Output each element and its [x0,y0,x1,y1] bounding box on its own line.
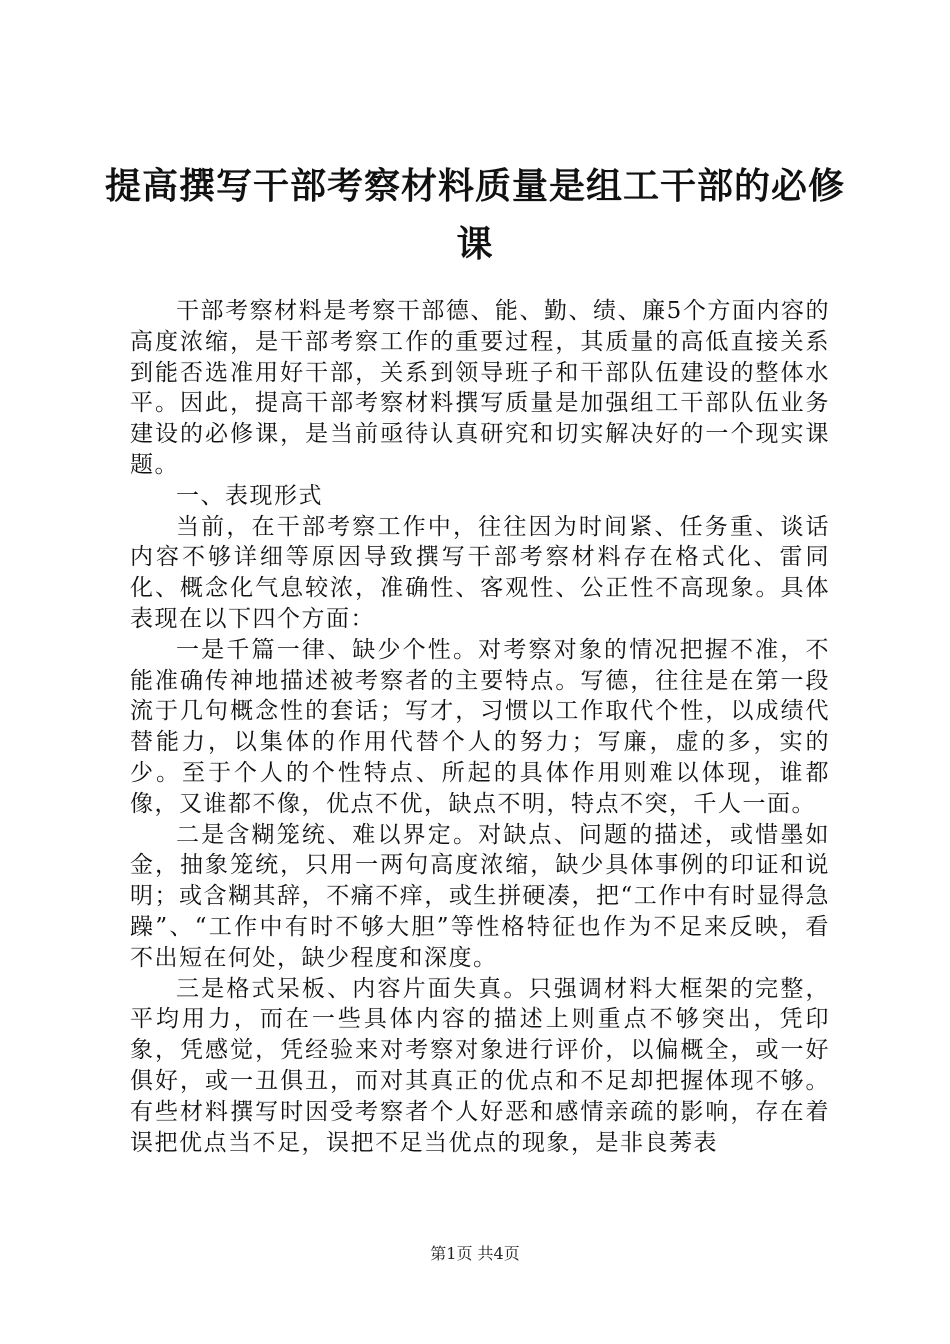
paragraph-point-two: 二是含糊笼统、难以界定。对缺点、问题的描述，或惜墨如金，抽象笼统，只用一两句高度浓缩，缺少具体事例的印证和说明；或含糊其辞，不痛不痒，或生拼硬凑，把“工作中有时显得急躁”、“工作中有时不够大胆”等性格特征也作为不足来反映，看不出短在何处，缺少程度和深度。 [130,821,830,971]
document-body [130,296,830,1158]
paragraph-point-one: 一是千篇一律、缺少个性。对考察对象的情况把握不准，不能准确传神地描述被考察者的主要特点。写德，往往是在第一段流于几句概念性的套话；写才，习惯以工作取代个性，以成绩代替能力，以集体的作用代替个人的努力；写廉，虚的多，实的少。至于个人的个性特点、所起的具体作用则难以体现，谁都像，又谁都不像，优点不优，缺点不明，特点不突，千人一面。 [130,636,830,817]
document-title: 提高撰写干部考察材料质量是组工干部的必修课 [104,166,845,265]
page-footer: 第1页 共4页 [430,1244,520,1263]
paragraph-overview: 当前，在干部考察工作中，往往因为时间紧、任务重、谈话内容不够详细等原因导致撰写干部考察材料存在格式化、雷同化、概念化气息较浓，准确性、客观性、公正性不高现象。具体表现在以下四个方面： [130,513,830,632]
section-heading: 一、表现形式 [176,482,323,509]
paragraph-intro: 干部考察材料是考察干部德、能、勤、绩、廉5个方面内容的高度浓缩，是干部考察工作的重要过程，其质量的高低直接关系到能否选准用好干部，关系到领导班子和干部队伍建设的整体水平。因此，提高干部考察材料撰写质量是加强组工干部队伍业务建设的必修课，是当前亟待认真研究和切实解决好的一个现实课题。 [130,298,830,478]
paragraph-point-three: 三是格式呆板、内容片面失真。只强调材料大框架的完整，平均用力，而在一些具体内容的描述上则重点不够突出，凭印象，凭感觉，凭经验来对考察对象进行评价，以偏概全，或一好俱好，或一丑俱丑，而对其真正的优点和不足却把握体现不够。有些材料撰写时因受考察者个人好恶和感情亲疏的影响，存在着误把优点当不足，误把不足当优点的现象，是非良莠表 [130,975,830,1156]
